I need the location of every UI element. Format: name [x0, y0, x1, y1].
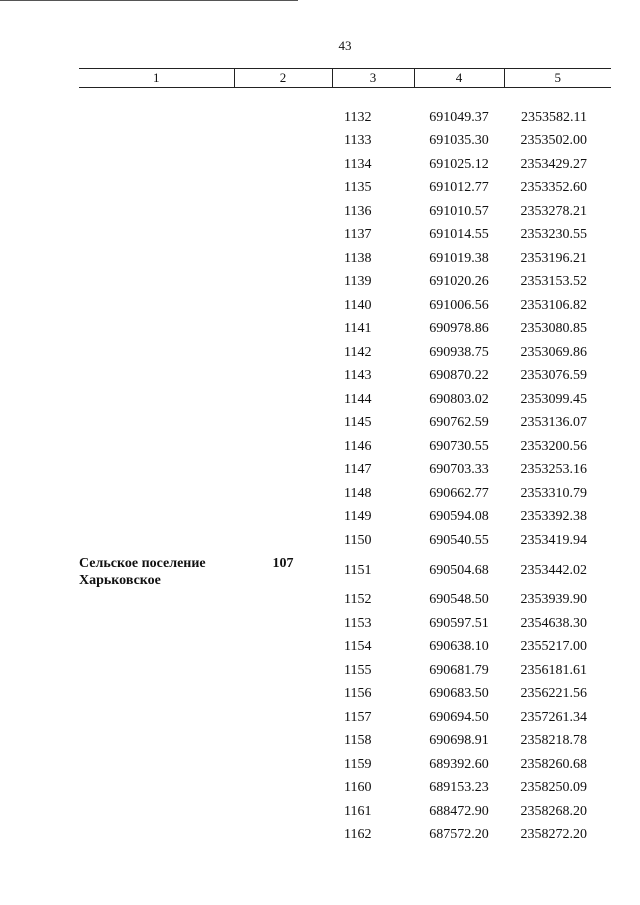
point-number: 1157 — [344, 709, 372, 725]
y-coordinate: 2353230.55 — [520, 227, 587, 243]
table-row — [79, 706, 611, 730]
table-row — [79, 459, 611, 483]
empty-cell — [79, 506, 234, 530]
empty-cell — [79, 706, 234, 730]
y-coordinate: 2357261.34 — [520, 709, 587, 725]
y-coordinate: 2353099.45 — [520, 391, 587, 407]
point-number: 1134 — [344, 156, 372, 172]
empty-cell — [79, 659, 234, 683]
y-coordinate: 2355217.00 — [520, 639, 587, 655]
table-row — [79, 247, 611, 271]
empty-cell — [234, 529, 332, 553]
column-header-2: 2 — [234, 69, 332, 88]
y-coordinate: 2353253.16 — [520, 462, 587, 478]
table-row — [79, 412, 611, 436]
y-coordinate: 2358272.20 — [520, 827, 587, 843]
empty-cell — [234, 482, 332, 506]
point-number: 1158 — [344, 733, 372, 749]
table-row — [79, 506, 611, 530]
point-number: 1132 — [344, 109, 372, 125]
empty-cell — [234, 683, 332, 707]
point-number: 1142 — [344, 344, 372, 360]
page-number: 43 — [338, 38, 352, 53]
table-row — [79, 294, 611, 318]
point-number: 1154 — [344, 639, 372, 655]
y-coordinate: 2358250.09 — [520, 780, 587, 796]
x-coordinate: 687572.20 — [429, 827, 489, 843]
table-row — [79, 365, 611, 389]
table-row — [79, 730, 611, 754]
table-row — [79, 106, 611, 130]
empty-cell — [79, 130, 234, 154]
empty-cell — [79, 589, 234, 613]
table-row — [79, 177, 611, 201]
point-number: 1148 — [344, 485, 372, 501]
x-coordinate: 691019.38 — [429, 250, 489, 266]
y-coordinate: 2353278.21 — [520, 203, 587, 219]
empty-cell — [234, 271, 332, 295]
empty-cell — [234, 388, 332, 412]
x-coordinate: 690683.50 — [429, 686, 489, 702]
empty-cell — [234, 365, 332, 389]
y-coordinate: 2353069.86 — [520, 344, 587, 360]
x-coordinate: 691025.12 — [429, 156, 489, 172]
point-number: 1153 — [344, 615, 372, 631]
x-coordinate: 690662.77 — [429, 485, 489, 501]
empty-cell — [79, 636, 234, 660]
point-number: 1136 — [344, 203, 372, 219]
x-coordinate: 691020.26 — [429, 274, 489, 290]
table-row — [79, 271, 611, 295]
y-coordinate: 2353582.11 — [521, 109, 587, 125]
empty-cell — [79, 153, 234, 177]
point-number: 1133 — [344, 133, 372, 149]
empty-cell — [79, 730, 234, 754]
empty-cell — [79, 177, 234, 201]
y-coordinate: 2353106.82 — [520, 297, 587, 313]
table-row — [79, 435, 611, 459]
table-row — [79, 318, 611, 342]
y-coordinate: 2353502.00 — [520, 133, 587, 149]
y-coordinate: 2353392.38 — [520, 509, 587, 525]
y-coordinate: 2353153.52 — [520, 274, 587, 290]
empty-cell — [79, 824, 234, 848]
y-coordinate: 2353136.07 — [520, 415, 587, 431]
point-number: 1135 — [344, 180, 372, 196]
empty-cell — [234, 506, 332, 530]
empty-cell — [234, 824, 332, 848]
settlement-name-line2: Харьковское — [79, 572, 161, 588]
table-row — [79, 753, 611, 777]
y-coordinate: 2353310.79 — [520, 485, 587, 501]
x-coordinate: 690540.55 — [429, 532, 489, 548]
table-row — [79, 224, 611, 248]
empty-cell — [234, 753, 332, 777]
empty-cell — [234, 612, 332, 636]
table-row — [79, 529, 611, 553]
x-coordinate: 690597.51 — [429, 615, 489, 631]
point-number: 1146 — [344, 438, 372, 454]
x-coordinate: 690730.55 — [429, 438, 489, 454]
empty-cell — [79, 341, 234, 365]
x-coordinate: 691049.37 — [429, 109, 489, 125]
empty-cell — [234, 153, 332, 177]
y-coordinate: 2353196.21 — [520, 250, 587, 266]
x-coordinate: 690504.68 — [429, 562, 489, 578]
y-coordinate: 2353080.85 — [520, 321, 587, 337]
empty-cell — [79, 412, 234, 436]
empty-cell — [234, 777, 332, 801]
column-header-1: 1 — [79, 69, 234, 88]
x-coordinate: 689153.23 — [429, 780, 489, 796]
table-row — [79, 777, 611, 801]
y-coordinate: 2353200.56 — [520, 438, 587, 454]
empty-cell — [234, 130, 332, 154]
y-coordinate: 2353939.90 — [520, 592, 587, 608]
empty-cell — [79, 753, 234, 777]
point-number: 1156 — [344, 686, 372, 702]
empty-cell — [79, 200, 234, 224]
empty-cell — [79, 482, 234, 506]
point-number: 1149 — [344, 509, 372, 525]
empty-cell — [234, 224, 332, 248]
settlement-name — [79, 553, 234, 589]
empty-cell — [234, 589, 332, 613]
y-coordinate: 2353442.02 — [520, 562, 587, 578]
x-coordinate: 690870.22 — [429, 368, 489, 384]
table-row — [79, 341, 611, 365]
empty-cell — [234, 412, 332, 436]
x-coordinate: 690978.86 — [429, 321, 489, 337]
point-number: 1137 — [344, 227, 372, 243]
table-row — [79, 612, 611, 636]
table-row — [79, 200, 611, 224]
point-number: 1138 — [344, 250, 372, 266]
column-header-3: 3 — [332, 69, 414, 88]
column-header-4: 4 — [414, 69, 504, 88]
header-row — [79, 69, 611, 88]
x-coordinate: 691014.55 — [429, 227, 489, 243]
x-coordinate: 690803.02 — [429, 391, 489, 407]
empty-cell — [234, 435, 332, 459]
column-header-5: 5 — [504, 69, 611, 88]
empty-cell — [234, 200, 332, 224]
empty-cell — [234, 318, 332, 342]
point-number: 1141 — [344, 321, 372, 337]
x-coordinate: 690594.08 — [429, 509, 489, 525]
empty-cell — [234, 247, 332, 271]
empty-cell — [79, 106, 234, 130]
point-number: 1145 — [344, 415, 372, 431]
empty-cell — [79, 271, 234, 295]
table-row — [79, 553, 611, 589]
x-coordinate: 690638.10 — [429, 639, 489, 655]
point-number: 1144 — [344, 391, 372, 407]
empty-cell — [79, 459, 234, 483]
table-row — [79, 589, 611, 613]
empty-cell — [234, 294, 332, 318]
settlement-name-line1: Сельское поселение — [79, 555, 206, 571]
x-coordinate: 690548.50 — [429, 592, 489, 608]
y-coordinate: 2358268.20 — [520, 803, 587, 819]
top-rule — [0, 0, 298, 1]
spacer-row — [79, 88, 611, 107]
table-row — [79, 683, 611, 707]
point-number: 1151 — [344, 562, 372, 578]
table-row — [79, 636, 611, 660]
empty-cell — [79, 683, 234, 707]
empty-cell — [79, 435, 234, 459]
empty-cell — [234, 800, 332, 824]
x-coordinate: 690681.79 — [429, 662, 489, 678]
y-coordinate: 2353352.60 — [520, 180, 587, 196]
x-coordinate: 690694.50 — [429, 709, 489, 725]
y-coordinate: 2356221.56 — [520, 686, 587, 702]
empty-cell — [234, 341, 332, 365]
coordinates-table — [79, 68, 611, 847]
y-coordinate: 2356181.61 — [520, 662, 587, 678]
x-coordinate: 690698.91 — [429, 733, 489, 749]
x-coordinate: 691012.77 — [429, 180, 489, 196]
empty-cell — [234, 659, 332, 683]
point-number: 1159 — [344, 756, 372, 772]
empty-cell — [234, 636, 332, 660]
point-number: 1143 — [344, 368, 372, 384]
empty-cell — [79, 294, 234, 318]
x-coordinate: 690703.33 — [429, 462, 489, 478]
table-row — [79, 824, 611, 848]
point-number: 1140 — [344, 297, 372, 313]
empty-cell — [79, 224, 234, 248]
empty-cell — [234, 177, 332, 201]
table-row — [79, 130, 611, 154]
empty-cell — [79, 318, 234, 342]
y-coordinate: 2353429.27 — [520, 156, 587, 172]
y-coordinate: 2353419.94 — [520, 532, 587, 548]
empty-cell — [79, 612, 234, 636]
point-number: 1150 — [344, 532, 372, 548]
x-coordinate: 690938.75 — [429, 344, 489, 360]
x-coordinate: 691035.30 — [429, 133, 489, 149]
y-coordinate: 2358260.68 — [520, 756, 587, 772]
x-coordinate: 691010.57 — [429, 203, 489, 219]
empty-cell — [234, 730, 332, 754]
y-coordinate: 2354638.30 — [520, 615, 587, 631]
x-coordinate: 691006.56 — [429, 297, 489, 313]
empty-cell — [234, 459, 332, 483]
empty-cell — [79, 388, 234, 412]
table-row — [79, 153, 611, 177]
y-coordinate: 2358218.78 — [520, 733, 587, 749]
table-row — [79, 388, 611, 412]
table-row — [79, 800, 611, 824]
empty-cell — [79, 529, 234, 553]
empty-cell — [79, 247, 234, 271]
point-number: 1152 — [344, 592, 372, 608]
x-coordinate: 689392.60 — [429, 756, 489, 772]
x-coordinate: 688472.90 — [429, 803, 489, 819]
table-body — [79, 88, 611, 848]
x-coordinate: 690762.59 — [429, 415, 489, 431]
y-coordinate: 2353076.59 — [520, 368, 587, 384]
point-number: 1147 — [344, 462, 372, 478]
point-number: 1160 — [344, 780, 372, 796]
empty-cell — [79, 365, 234, 389]
table-row — [79, 482, 611, 506]
point-number: 1155 — [344, 662, 372, 678]
settlement-point-count: 107 — [272, 555, 294, 571]
point-number: 1162 — [344, 827, 372, 843]
empty-cell — [234, 106, 332, 130]
table-row — [79, 659, 611, 683]
empty-cell — [79, 777, 234, 801]
point-number: 1139 — [344, 274, 372, 290]
empty-cell — [234, 706, 332, 730]
point-number: 1161 — [344, 803, 372, 819]
empty-cell — [79, 800, 234, 824]
